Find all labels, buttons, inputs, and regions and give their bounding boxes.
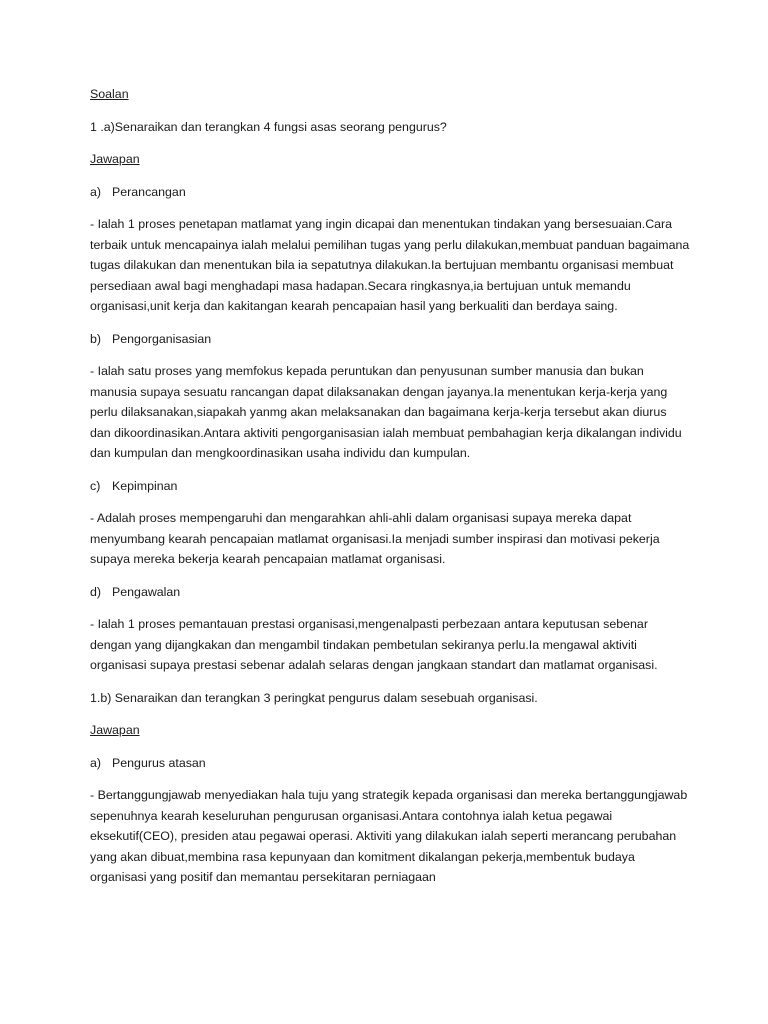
item-title xyxy=(90,476,690,497)
item-letter: b) xyxy=(90,331,102,346)
item-body: - Ialah satu proses yang memfokus kepada peruntukan dan penyusunan sumber manusia dan bukan manusia supaya sesuatu rancangan dapat dilaksanakan dengan jayanya.Ia menentukan kerja-kerja yang perlu dilaksanakan,siapakah yanmg akan melaksanakan dan bagaimana kerja-kerja tersebut akan diurus dan dikoordinasikan.Antara aktiviti pengorganisasian ialah membuat pembahagian kerja dikalangan individu dan kumpulan dan mengkoordinasikan usaha individu dan kumpulan. xyxy=(90,364,682,460)
item-title-text: Pengorganisasian xyxy=(112,331,212,346)
heading-soalan: Soalan xyxy=(90,87,129,101)
item-title xyxy=(90,182,690,203)
item-letter: a) xyxy=(90,755,102,770)
item-title-text: Kepimpinan xyxy=(112,478,178,493)
item-title xyxy=(90,329,690,350)
document-page xyxy=(90,84,690,900)
item-body: - Ialah 1 proses pemantauan prestasi organisasi,mengenalpasti perbezaan antara keputusan sebenar dengan yang dijangkakan dan mengambil tindakan pembetulan sekiranya perlu.Ia mengawal aktiviti organisasi supaya prestasi sebenar adalah selaras dengan jangkaan standart dan matlamat organisasi. xyxy=(90,617,658,672)
item-title-text: Pengawalan xyxy=(112,584,181,599)
answer-1a-a xyxy=(90,182,690,317)
item-body: - Ialah 1 proses penetapan matlamat yang ingin dicapai dan menentukan tindakan yang bersesuaian.Cara terbaik untuk mencapainya ialah melalui pemilihan tugas yang perlu dilakukan,membuat panduan bagaimana tugas dilakukan dan menentukan bila ia sepatutnya dilakukan.Ia bertujuan membantu organisasi membuat persediaan awal bagi menghadapi masa hadapan.Secara ringkasnya,ia bertujuan untuk memandu organisasi,unit kerja dan kakitangan kearah pencapaian hasil yang berkualiti dan berdaya saing. xyxy=(90,217,690,313)
jawapan-label-1: Jawapan xyxy=(90,152,140,166)
item-title xyxy=(90,753,690,774)
item-body: - Bertanggungjawab menyediakan hala tuju yang strategik kepada organisasi dan mereka bertanggungjawab sepenuhnya kearah keseluruhan pengurusan organisasi.Antara contohnya ialah ketua pegawai eksekutif(CEO), presiden atau pegawai operasi. Aktiviti yang dilakukan ialah seperti merancang perubahan yang akan dibuat,membina rasa kepunyaan dan komitment dikalangan pekerja,membentuk budaya organisasi yang positif dan memantau persekitaran perniagaan xyxy=(90,788,688,884)
item-letter: a) xyxy=(90,184,102,199)
question-1a: 1 .a)Senaraikan dan terangkan 4 fungsi asas seorang pengurus? xyxy=(90,119,447,134)
item-title xyxy=(90,582,690,603)
question-1b: 1.b) Senaraikan dan terangkan 3 peringkat pengurus dalam sesebuah organisasi. xyxy=(90,690,538,705)
answer-1b-a xyxy=(90,753,690,888)
item-body: - Adalah proses mempengaruhi dan mengarahkan ahli-ahli dalam organisasi supaya mereka dapat menyumbang kearah pencapaian matlamat organisasi.Ia menjadi sumber inspirasi dan motivasi pekerja supaya mereka bekerja kearah pencapaian matlamat organisasi. xyxy=(90,511,660,566)
answer-1a-d xyxy=(90,582,690,676)
item-letter: d) xyxy=(90,584,102,599)
item-letter: c) xyxy=(90,478,101,493)
answer-1a-b xyxy=(90,329,690,464)
answer-1a-c xyxy=(90,476,690,570)
jawapan-label-2: Jawapan xyxy=(90,723,140,737)
item-title-text: Pengurus atasan xyxy=(112,755,206,770)
item-title-text: Perancangan xyxy=(112,184,186,199)
